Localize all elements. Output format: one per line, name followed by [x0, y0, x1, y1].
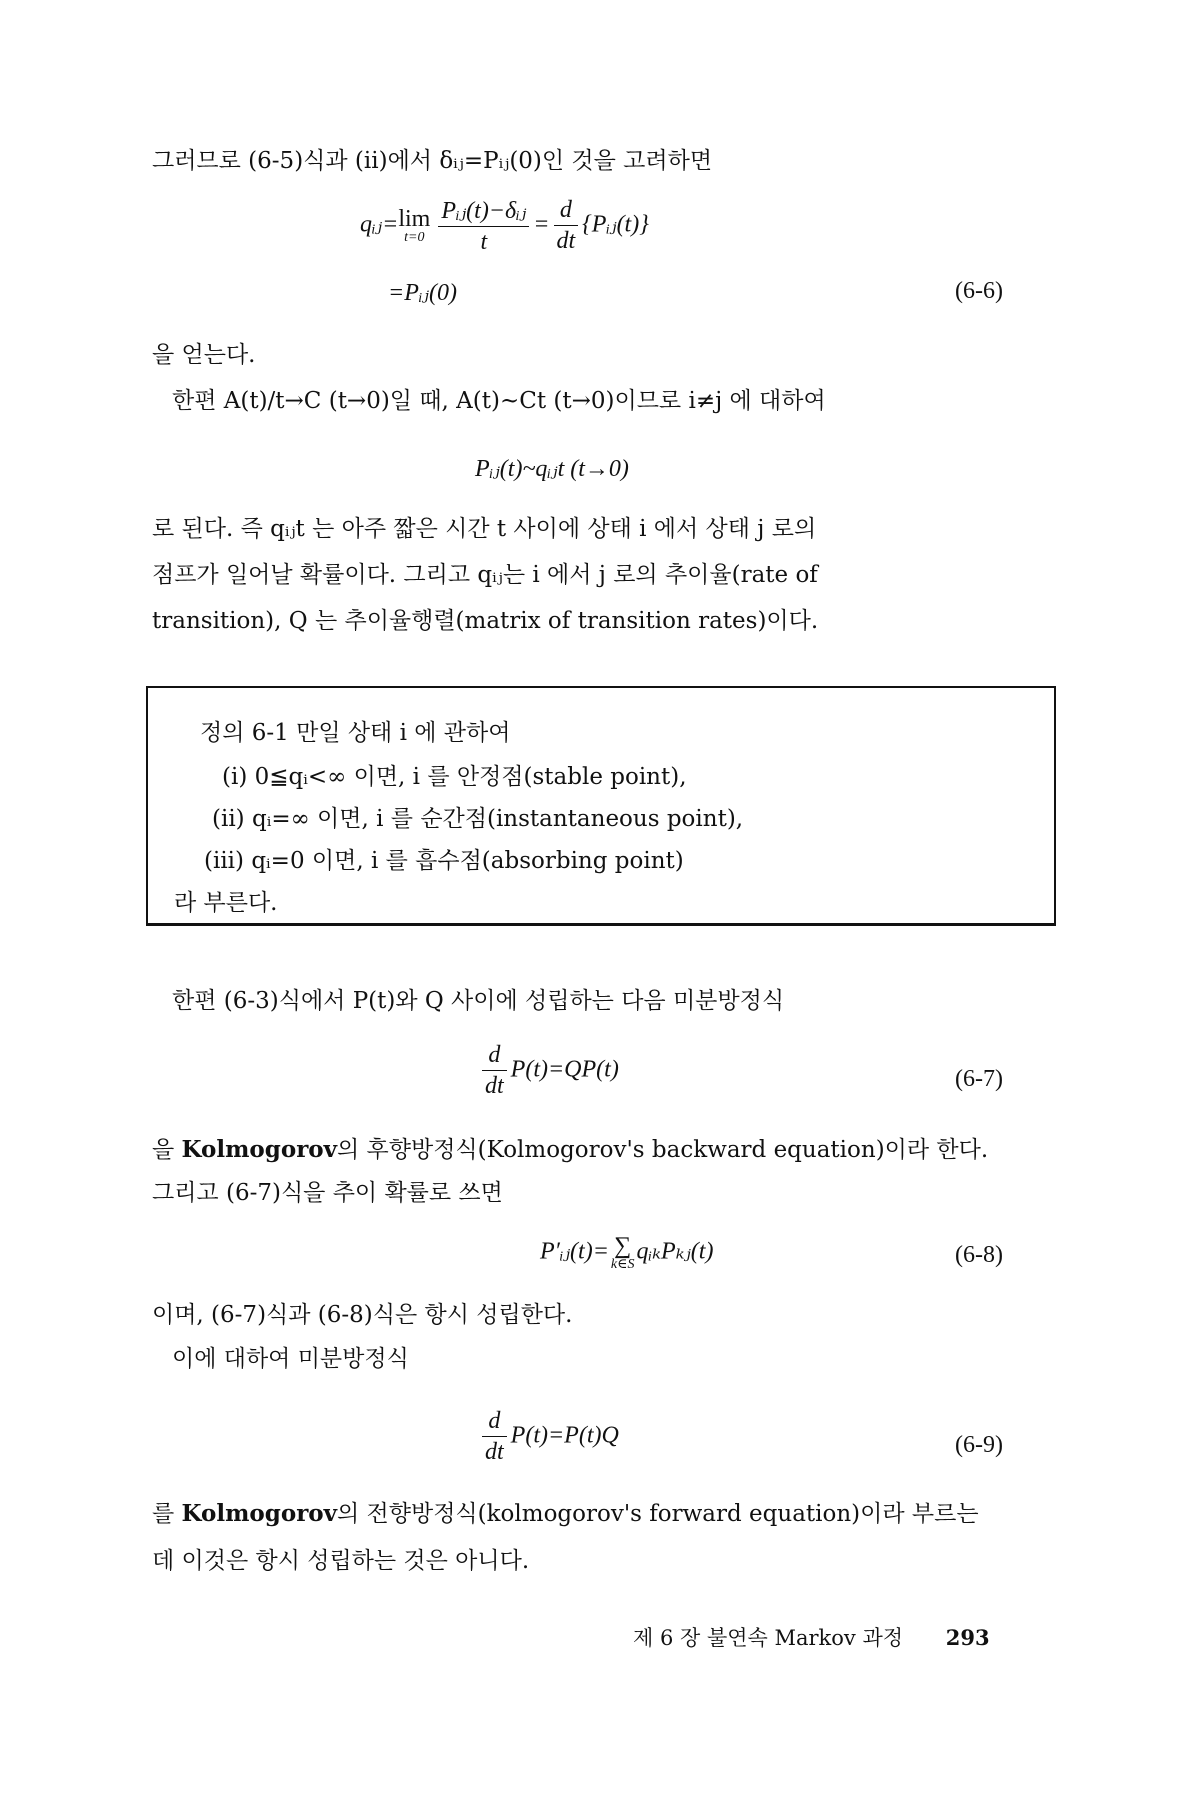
equation-6-6-line2: =Pᵢⱼ(0)	[388, 280, 457, 306]
paragraph-5: 한편 (6-3)식에서 P(t)와 Q 사이에 성립하는 다음 미분방정식	[172, 988, 785, 1014]
definition-item-3: (iii) qᵢ=0 이면, i 를 흡수점(absorbing point)	[204, 848, 684, 874]
equation-asymptotic: Pᵢⱼ(t)~qᵢⱼt (t→0)	[475, 456, 629, 482]
equation-6-9: $\frac{d}{dt}$ P(t)=P(t)Q	[478, 1408, 619, 1466]
paragraph-1: 그러므로 (6-5)식과 (ii)에서 δᵢⱼ=Pᵢⱼ(0)인 것을 고려하면	[152, 148, 713, 174]
page-footer	[633, 1622, 990, 1652]
paragraph-10-line-1: 를 Kolmogorov의 전향방정식(kolmogorov's forward equation)이라 부르는	[152, 1500, 979, 1527]
definition-closing: 라 부른다.	[174, 890, 278, 916]
paragraph-8: 이며, (6-7)식과 (6-8)식은 항시 성립한다.	[152, 1302, 573, 1328]
paragraph-10-line-2: 데 이것은 항시 성립하는 것은 아니다.	[152, 1548, 530, 1574]
definition-title: 정의 6-1 만일 상태 i 에 관하여	[200, 720, 511, 746]
paragraph-4-line-1: 로 된다. 즉 qᵢⱼt 는 아주 짧은 시간 t 사이에 상태 i 에서 상태 j 로의	[152, 516, 817, 542]
equation-number-6-6: (6-6)	[955, 278, 1003, 304]
equation-number-6-9: (6-9)	[955, 1432, 1003, 1458]
paragraph-4-line-3: transition), Q 는 추이율행렬(matrix of transition rates)이다.	[152, 608, 819, 634]
equation-number-6-8: (6-8)	[955, 1242, 1003, 1268]
equation-6-6-line1: qᵢⱼ=lim t=0 $\frac{\text{Pᵢⱼ(t)−δᵢⱼ}}{t}$ = $\frac{d}{dt}$ {Pᵢⱼ(t)}	[360, 197, 649, 255]
eq66-lhs: qᵢⱼ=	[360, 211, 399, 238]
definition-box	[146, 686, 1056, 926]
paragraph-7: 그리고 (6-7)식을 추이 확률로 쓰면	[152, 1180, 503, 1206]
paragraph-4-line-2: 점프가 일어날 확률이다. 그리고 qᵢⱼ는 i 에서 j 로의 추이율(rate of	[152, 562, 818, 588]
chapter-title: 제 6 장 불연속 Markov 과정	[633, 1626, 904, 1650]
equation-number-6-7: (6-7)	[955, 1066, 1003, 1092]
eq66-derivative: $\frac{d}{dt}$	[554, 197, 579, 255]
eq66-limit: lim t=0	[398, 206, 431, 245]
eq68-summation: ∑ k∈S	[610, 1233, 635, 1272]
definition-item-2: (ii) qᵢ=∞ 이면, i 를 순간점(instantaneous point),	[212, 806, 744, 832]
eq67-derivative: $\frac{d}{dt}$	[482, 1042, 507, 1100]
equation-6-7: $\frac{d}{dt}$ P(t)=QP(t)	[478, 1042, 619, 1100]
definition-item-1: (i) 0≦qᵢ<∞ 이면, i 를 안정점(stable point),	[222, 764, 687, 790]
paragraph-6: 을 Kolmogorov의 후향방정식(Kolmogorov's backward equation)이라 한다.	[152, 1136, 989, 1163]
eq66-fraction: $\frac{\text{Pᵢⱼ(t)−δᵢⱼ}}{t}$	[438, 196, 529, 256]
paragraph-9: 이에 대하여 미분방정식	[172, 1346, 409, 1372]
kolmogorov-bold-2: Kolmogorov	[181, 1500, 338, 1527]
paragraph-3: 한편 A(t)/t→C (t→0)일 때, A(t)~Ct (t→0)이므로 i≠j 에 대하여	[172, 388, 826, 414]
kolmogorov-bold-1: Kolmogorov	[181, 1136, 338, 1163]
equation-6-8: P′ᵢⱼ(t)= ∑ k∈S qᵢₖPₖⱼ(t)	[540, 1233, 714, 1272]
eq69-derivative: $\frac{d}{dt}$	[482, 1408, 507, 1466]
paragraph-2: 을 얻는다.	[152, 342, 256, 368]
page-number: 293	[945, 1625, 990, 1650]
